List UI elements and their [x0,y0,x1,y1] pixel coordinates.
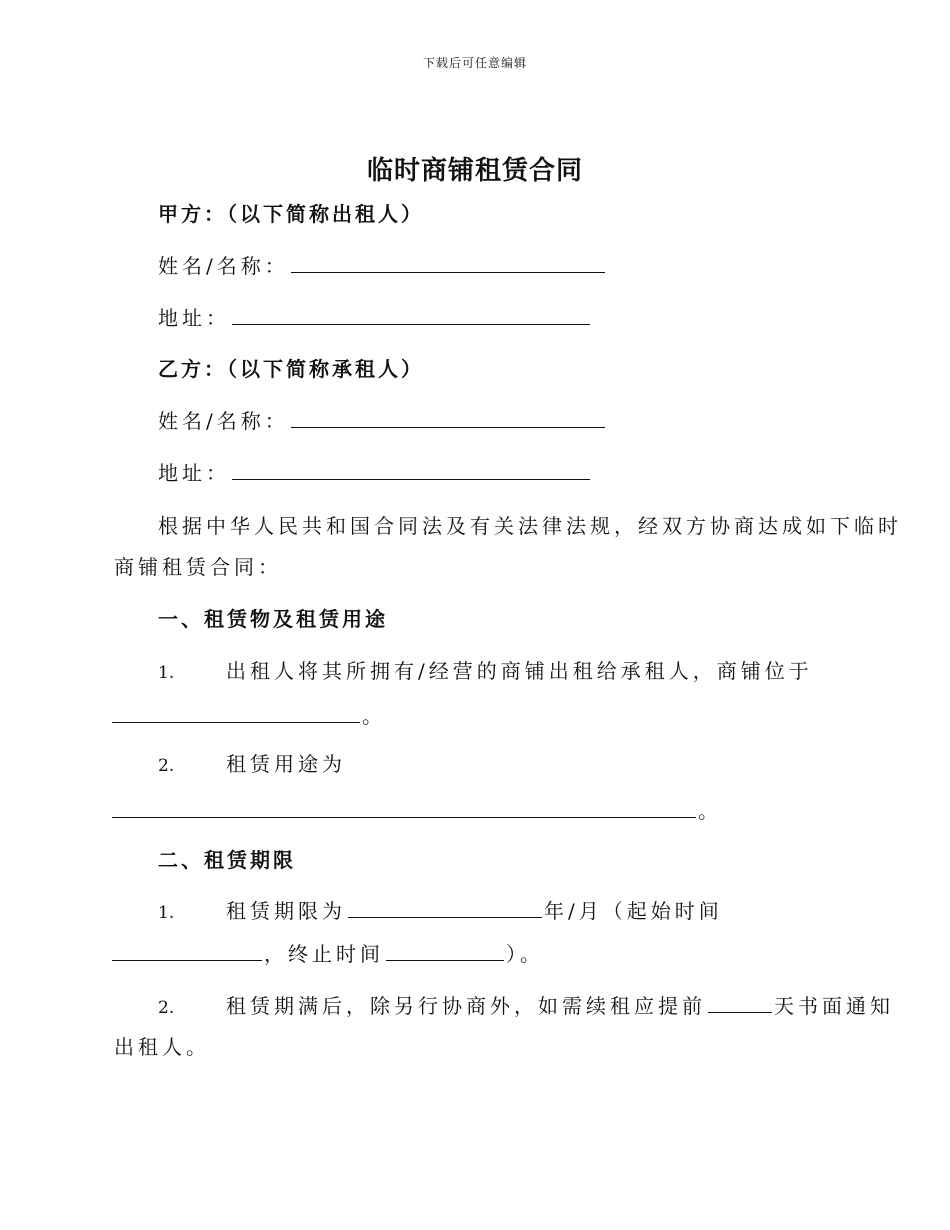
party-b-address-row [158,457,592,486]
section-2-item-1-number: 1. [158,903,175,923]
party-a-heading: 甲方：（以下简称出租人） [158,202,424,226]
party-a-name-label: 姓名/名称： [158,254,289,278]
start-time-blank[interactable] [112,940,262,961]
intro-line-2: 商铺租赁合同： [114,555,282,579]
party-b-name-label: 姓名/名称： [158,409,289,433]
party-b-name-row [158,405,607,434]
lease-term-blank[interactable] [348,897,542,918]
party-b-address-blank[interactable] [232,459,590,480]
party-a-address-row [158,302,592,331]
document-title: 临时商铺租赁合同 [366,156,583,186]
section-1-item-2-continuation [112,795,722,824]
section-2-item-1-text-c: ，终止时间 [264,942,384,966]
lease-purpose-blank[interactable] [112,797,696,818]
section-1-item-2-number: 2. [158,756,175,776]
shop-location-blank[interactable] [112,702,360,723]
section-2-item-2-text-a: 租赁期满后，除另行协商外，如需续租应提前 [226,994,706,1018]
page-header-note: 下载后可任意编辑 [422,56,527,70]
section-2-item-2 [158,990,894,1019]
party-a-address-label: 地址： [158,306,230,330]
section-2-item-1-continuation [112,938,544,967]
end-time-blank[interactable] [386,940,504,961]
section-2-item-1-text-d: ）。 [506,942,544,966]
section-1-item-1-text: 出租人将其所拥有/经营的商铺出租给承租人，商铺位于 [226,659,813,683]
section-1-item-1 [158,655,813,684]
section-2-item-2-number: 2. [158,998,175,1018]
party-b-address-label: 地址： [158,461,230,485]
intro-line-1: 根据中华人民共和国合同法及有关法律法规，经双方协商达成如下临时 [158,514,902,538]
section-2-item-2-text-b: 天书面通知 [774,994,894,1018]
party-a-name-row [158,250,607,279]
renewal-notice-days-blank[interactable] [708,992,772,1013]
section-1-heading: 一、租赁物及租赁用途 [158,607,388,631]
party-a-name-blank[interactable] [291,252,605,273]
party-b-heading: 乙方：（以下简称承租人） [158,357,424,381]
section-2-item-1-text-a: 租赁期限为 [226,899,346,923]
section-1-item-1-continuation [112,700,386,729]
party-a-address-blank[interactable] [232,304,590,325]
section-1-item-1-number: 1. [158,663,175,683]
section-2-item-1 [158,895,723,924]
section-1-item-1-end: 。 [362,704,386,728]
section-1-item-2-end: 。 [698,799,722,823]
party-b-name-blank[interactable] [291,407,605,428]
section-2-heading: 二、租赁期限 [158,848,296,872]
section-1-item-2 [158,748,346,777]
section-2-item-2-line-2: 出租人。 [114,1035,210,1059]
section-1-item-2-text: 租赁用途为 [226,752,346,776]
section-2-item-1-text-b: 年/月（起始时间 [544,899,723,923]
